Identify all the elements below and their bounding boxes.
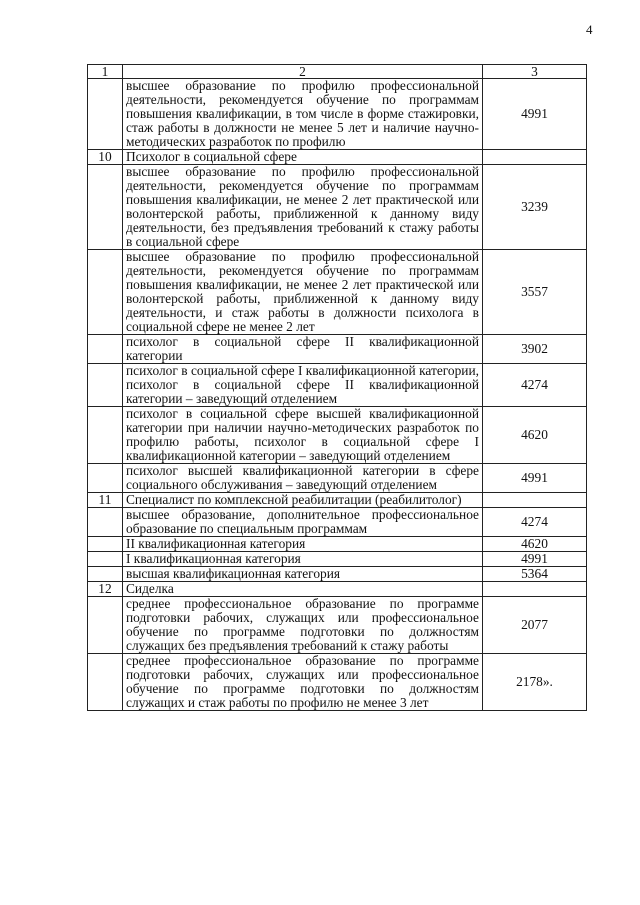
row-number [88, 250, 123, 335]
table-row [88, 407, 587, 464]
row-value: 2178». [483, 654, 587, 711]
salary-table [87, 64, 587, 711]
row-description: Сиделка [123, 582, 483, 597]
row-value: 4274 [483, 364, 587, 407]
row-number [88, 597, 123, 654]
table-row [88, 552, 587, 567]
row-value: 4991 [483, 552, 587, 567]
row-number: 10 [88, 150, 123, 165]
table-row [88, 537, 587, 552]
table-row [88, 364, 587, 407]
row-number: 11 [88, 493, 123, 508]
row-value: 4620 [483, 407, 587, 464]
table-row [88, 464, 587, 493]
row-description: Специалист по комплексной реабилитации (реабилитолог) [123, 493, 483, 508]
row-description: высшее образование, дополнительное профессиональное образование по специальным программам [123, 508, 483, 537]
row-value: 2077 [483, 597, 587, 654]
row-value [483, 493, 587, 508]
row-description: высшая квалификационная категория [123, 567, 483, 582]
section-row [88, 493, 587, 508]
table-row [88, 597, 587, 654]
row-description: психолог высшей квалификационной категории в сфере социального обслуживания – заведующий отделением [123, 464, 483, 493]
row-description: высшее образование по профилю профессиональной деятельности, рекомендуется обучение по программам повышения квалификации, не менее 2 лет практической или волонтерской работы, приближенной к данному виду деятельности, без предъявления требований к стажу работы в социальной сфере [123, 165, 483, 250]
row-value: 4620 [483, 537, 587, 552]
table-row [88, 250, 587, 335]
row-description: психолог в социальной сфере II квалификационной категории [123, 335, 483, 364]
row-description: II квалификационная категория [123, 537, 483, 552]
row-description: высшее образование по профилю профессиональной деятельности, рекомендуется обучение по программам повышения квалификации, в том числе в форме стажировки, стаж работы в должности не менее 5 лет и наличие научно-методических разработок по профилю [123, 79, 483, 150]
table-row [88, 567, 587, 582]
table-row [88, 654, 587, 711]
row-description: среднее профессиональное образование по программе подготовки рабочих, служащих или профессиональное обучение по программе подготовки по должностям служащих и стаж работы по профилю не менее 3 лет [123, 654, 483, 711]
table-row [88, 335, 587, 364]
row-number [88, 79, 123, 150]
row-number [88, 537, 123, 552]
row-description: I квалификационная категория [123, 552, 483, 567]
row-number [88, 165, 123, 250]
table-row [88, 508, 587, 537]
row-value: 4991 [483, 79, 587, 150]
row-number [88, 508, 123, 537]
row-value: 4274 [483, 508, 587, 537]
row-value: 4991 [483, 464, 587, 493]
row-number: 12 [88, 582, 123, 597]
section-row [88, 150, 587, 165]
row-number [88, 552, 123, 567]
row-number [88, 567, 123, 582]
row-value: 3902 [483, 335, 587, 364]
row-description: психолог в социальной сфере высшей квалификационной категории при наличии научно-методических разработок по профилю работы, психолог в социальной сфере I квалификационной категории – заведующий отделением [123, 407, 483, 464]
header-col3: 3 [483, 65, 587, 79]
row-description: среднее профессиональное образование по программе подготовки рабочих, служащих или профессиональное обучение по программе подготовки по должностям служащих без предъявления требований к стажу работы [123, 597, 483, 654]
row-value [483, 582, 587, 597]
table-row [88, 165, 587, 250]
table-body [88, 65, 587, 711]
row-value: 3557 [483, 250, 587, 335]
row-description: Психолог в социальной сфере [123, 150, 483, 165]
row-description: высшее образование по профилю профессиональной деятельности, рекомендуется обучение по программам повышения квалификации, не менее 2 лет практической или волонтерской работы, приближенной к данному виду деятельности, и стаж работы в должности психолога в социальной сфере не менее 2 лет [123, 250, 483, 335]
row-number [88, 654, 123, 711]
row-value [483, 150, 587, 165]
page-number: 4 [586, 22, 593, 37]
section-row [88, 582, 587, 597]
row-value: 5364 [483, 567, 587, 582]
row-value: 3239 [483, 165, 587, 250]
row-number [88, 464, 123, 493]
row-number [88, 364, 123, 407]
row-number [88, 335, 123, 364]
row-number [88, 407, 123, 464]
header-col1: 1 [88, 65, 123, 79]
header-col2: 2 [123, 65, 483, 79]
row-description: психолог в социальной сфере I квалификационной категории, психолог в социальной сфере II квалификационной категории – заведующий отделением [123, 364, 483, 407]
table-row [88, 79, 587, 150]
table-header-row [88, 65, 587, 79]
